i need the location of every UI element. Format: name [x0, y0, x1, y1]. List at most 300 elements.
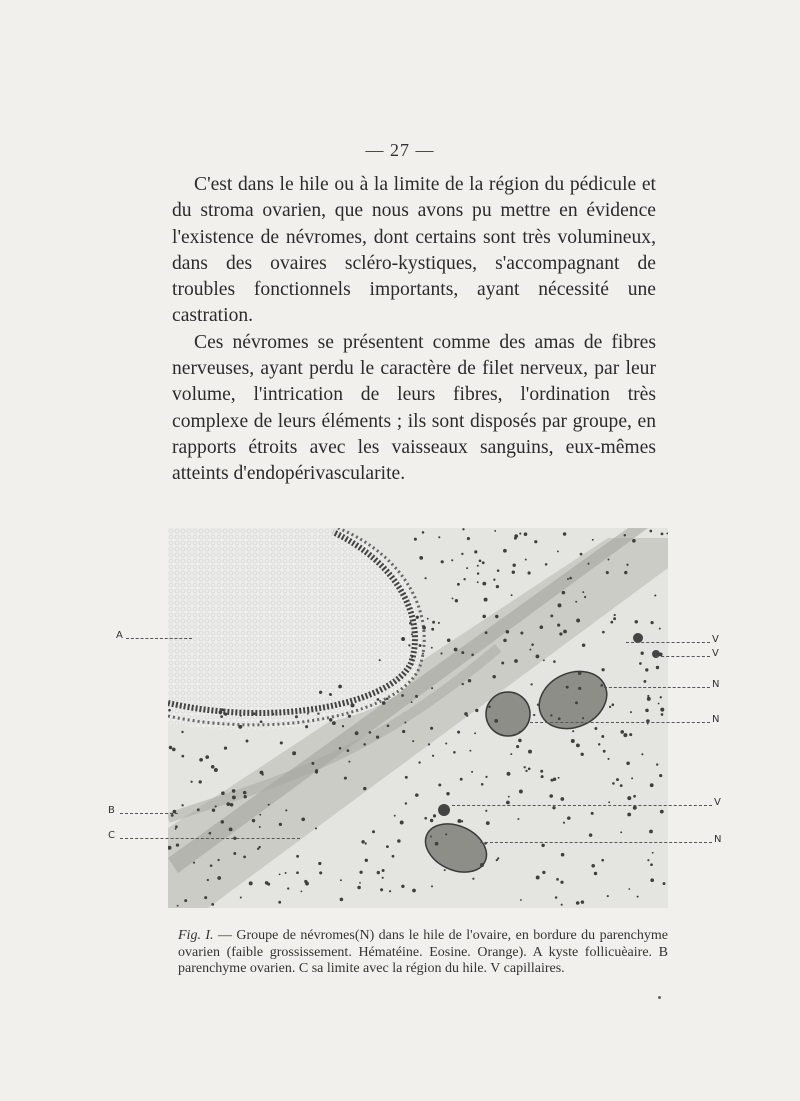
- nucleus: [469, 750, 471, 752]
- nucleus: [563, 822, 565, 824]
- nucleus: [557, 550, 559, 552]
- nucleus: [386, 845, 389, 848]
- neuroma-1: [486, 692, 530, 736]
- figure-label-n2: N: [712, 714, 720, 725]
- nucleus: [524, 766, 526, 768]
- nucleus: [506, 801, 510, 805]
- nucleus: [172, 748, 176, 752]
- nucleus: [268, 804, 270, 806]
- nucleus: [481, 783, 484, 786]
- nucleus: [576, 743, 580, 747]
- nucleus: [468, 679, 471, 682]
- nucleus: [497, 569, 500, 572]
- nucleus: [400, 821, 404, 825]
- nucleus: [424, 817, 427, 820]
- nucleus: [319, 871, 322, 874]
- nucleus: [471, 654, 474, 657]
- nucleus: [519, 533, 521, 535]
- nucleus: [318, 862, 321, 865]
- leader-line: [452, 805, 712, 806]
- nucleus: [656, 763, 658, 765]
- nucleus: [205, 755, 209, 759]
- nucleus: [296, 855, 299, 858]
- nucleus: [616, 778, 619, 781]
- nucleus: [477, 565, 479, 567]
- nucleus: [471, 771, 473, 773]
- nucleus: [520, 631, 523, 634]
- figure-label-v2: V: [712, 648, 719, 659]
- nucleus: [486, 821, 490, 825]
- nucleus: [319, 691, 322, 694]
- nucleus: [209, 832, 212, 835]
- nucleus: [543, 659, 545, 661]
- nucleus: [329, 718, 332, 721]
- nucleus: [249, 881, 253, 885]
- nucleus: [430, 727, 433, 730]
- nucleus: [307, 713, 309, 715]
- nucleus: [581, 753, 584, 756]
- nucleus: [415, 793, 419, 797]
- nucleus: [220, 715, 223, 718]
- nucleus: [620, 784, 623, 787]
- nucleus: [175, 828, 177, 830]
- nucleus: [654, 594, 656, 596]
- nucleus: [440, 652, 442, 654]
- nucleus: [530, 683, 532, 685]
- nucleus: [608, 559, 610, 561]
- nucleus: [389, 890, 391, 892]
- nucleus: [488, 706, 491, 709]
- nucleus: [540, 770, 543, 773]
- nucleus: [433, 814, 436, 817]
- nucleus: [503, 549, 507, 553]
- nucleus: [639, 662, 642, 665]
- nucleus: [422, 653, 424, 655]
- nucleus: [438, 622, 440, 624]
- nucleus: [272, 713, 274, 715]
- nucleus: [431, 628, 434, 631]
- nucleus: [365, 842, 367, 844]
- nucleus: [661, 532, 664, 535]
- nucleus: [534, 540, 537, 543]
- nucleus: [217, 859, 219, 861]
- nucleus: [601, 668, 604, 671]
- nucleus: [181, 755, 184, 758]
- nucleus: [647, 859, 649, 861]
- nucleus: [528, 750, 532, 754]
- nucleus: [576, 619, 580, 623]
- body-text: [172, 172, 656, 488]
- nucleus: [641, 652, 644, 655]
- histology-illustration: [168, 528, 668, 908]
- nucleus: [513, 564, 516, 567]
- nucleus: [461, 820, 463, 822]
- nucleus: [412, 889, 416, 893]
- nucleus: [401, 637, 405, 641]
- nucleus: [414, 538, 417, 541]
- leader-line: [480, 842, 712, 843]
- nucleus: [221, 791, 225, 795]
- nucleus: [409, 622, 412, 625]
- nucleus: [238, 725, 242, 729]
- paragraph-1: C'est dans le hile ou à la limite de la région du pédicule et du stroma ovarien, que nous avons pu mettre en évidence l'existence de névromes, dont certains sont très volumineux, dans des ovaires scléro-kystiques, s'accompagnant de troubles fonctionnels importants, ayant nécessité une castration.: [172, 174, 656, 327]
- nucleus: [411, 633, 413, 635]
- nucleus: [581, 900, 584, 903]
- nucleus: [355, 731, 359, 735]
- nucleus: [259, 826, 261, 828]
- nucleus: [482, 582, 486, 586]
- nucleus: [377, 871, 380, 874]
- nucleus: [292, 751, 296, 755]
- nucleus: [637, 896, 639, 898]
- nucleus: [419, 644, 422, 647]
- nucleus: [376, 735, 379, 738]
- nucleus: [512, 570, 515, 573]
- nucleus: [305, 882, 309, 886]
- nucleus: [508, 796, 510, 798]
- nucleus: [567, 816, 571, 820]
- nucleus: [647, 695, 649, 697]
- nucleus: [627, 796, 631, 800]
- nucleus: [342, 725, 344, 727]
- nucleus: [230, 803, 234, 807]
- nucleus: [431, 687, 433, 689]
- nucleus: [650, 863, 653, 866]
- nucleus: [584, 596, 586, 598]
- nucleus: [652, 852, 654, 854]
- nucleus: [432, 755, 434, 757]
- nucleus: [392, 855, 395, 858]
- nucleus: [454, 648, 458, 652]
- figure-label-c: C: [108, 830, 115, 841]
- nucleus: [422, 531, 425, 534]
- nucleus: [635, 620, 638, 623]
- nucleus: [485, 631, 488, 634]
- nucleus: [533, 714, 535, 716]
- nucleus: [624, 571, 627, 574]
- nucleus: [287, 887, 289, 889]
- nucleus: [558, 717, 561, 720]
- nucleus: [279, 874, 281, 876]
- nucleus: [397, 839, 401, 843]
- nucleus: [379, 659, 381, 661]
- nucleus: [645, 668, 648, 671]
- nucleus: [296, 871, 299, 874]
- nucleus: [614, 614, 616, 616]
- nucleus: [386, 697, 389, 700]
- paragraph-2: Ces névromes se présentent comme des amas de fibres nerveuses, ayant perdu le caractère de filet nerveux, par leur volume, l'intrication de leurs fibres, l'ordination très complexe de leurs éléments ; ils sont disposés par groupe, en rapports étroits avec les vaisseaux sanguins, eux-mêmes atteints d'endopérivascularite.: [172, 331, 656, 485]
- nucleus: [575, 601, 577, 603]
- leader-line: [530, 722, 710, 723]
- nucleus: [232, 795, 236, 799]
- nucleus: [219, 710, 223, 714]
- nucleus: [210, 864, 213, 867]
- nucleus: [253, 712, 256, 715]
- nucleus: [649, 830, 653, 834]
- nucleus: [525, 770, 527, 772]
- nucleus: [582, 717, 584, 719]
- nucleus: [561, 904, 563, 906]
- nucleus: [566, 686, 569, 689]
- nucleus: [467, 537, 470, 540]
- nucleus: [485, 810, 487, 812]
- nucleus: [176, 843, 179, 846]
- nucleus: [594, 872, 597, 875]
- leader-line: [656, 656, 710, 657]
- nucleus: [340, 879, 342, 881]
- nucleus: [224, 746, 227, 749]
- nucleus: [514, 659, 518, 663]
- nucleus: [598, 743, 600, 745]
- nucleus: [578, 672, 582, 676]
- nucleus: [193, 862, 195, 864]
- nucleus: [416, 616, 419, 619]
- nucleus: [415, 695, 418, 698]
- nucleus: [528, 571, 531, 574]
- nucleus: [501, 662, 504, 665]
- leader-line: [120, 838, 300, 839]
- nucleus: [535, 654, 539, 658]
- nucleus: [435, 842, 439, 846]
- figure-label-v3: V: [714, 797, 721, 808]
- nucleus: [623, 733, 627, 737]
- nucleus: [609, 706, 611, 708]
- nucleus: [541, 775, 544, 778]
- nucleus: [552, 779, 554, 781]
- nucleus: [493, 579, 495, 581]
- nucleus: [408, 644, 410, 646]
- nucleus: [171, 814, 174, 817]
- nucleus: [457, 583, 460, 586]
- nucleus: [632, 539, 636, 543]
- nucleus: [514, 537, 517, 540]
- nucleus: [380, 888, 383, 891]
- nucleus: [461, 651, 464, 654]
- nucleus: [511, 594, 513, 596]
- nucleus: [559, 632, 562, 635]
- nucleus: [382, 877, 384, 879]
- nucleus: [348, 761, 350, 763]
- nucleus: [541, 844, 544, 847]
- nucleus: [582, 644, 585, 647]
- nucleus: [552, 806, 555, 809]
- nucleus: [517, 818, 519, 820]
- nucleus: [550, 714, 552, 716]
- nucleus: [484, 598, 488, 602]
- nucleus: [576, 901, 580, 905]
- page-number: — 27 —: [365, 140, 435, 160]
- nucleus: [601, 859, 604, 862]
- nucleus: [601, 735, 604, 738]
- nucleus: [387, 724, 390, 727]
- nucleus: [418, 761, 420, 763]
- nucleus: [624, 534, 626, 536]
- nucleus: [405, 776, 408, 779]
- nucleus: [629, 733, 632, 736]
- nucleus: [553, 660, 556, 663]
- nucleus: [472, 878, 474, 880]
- nucleus: [445, 742, 447, 744]
- nucleus: [660, 696, 662, 698]
- nucleus: [591, 864, 595, 868]
- nucleus: [221, 708, 224, 711]
- nucleus: [211, 765, 215, 769]
- nucleus: [477, 572, 479, 574]
- nucleus: [344, 777, 347, 780]
- nucleus: [562, 591, 566, 595]
- nucleus: [641, 753, 643, 755]
- nucleus: [557, 624, 560, 627]
- nucleus: [457, 819, 461, 823]
- nucleus: [430, 836, 432, 838]
- figure-label-b: B: [108, 805, 115, 816]
- nucleus: [659, 628, 661, 630]
- nucleus: [215, 805, 217, 807]
- nucleus: [647, 697, 651, 701]
- nucleus: [430, 819, 433, 822]
- nucleus: [432, 621, 435, 624]
- nucleus: [633, 806, 637, 810]
- nucleus: [528, 767, 531, 770]
- nucleus: [660, 810, 664, 814]
- nucleus: [540, 625, 544, 629]
- leader-line: [604, 687, 710, 688]
- nucleus: [603, 750, 606, 753]
- nucleus: [516, 745, 519, 748]
- nucleus: [361, 840, 364, 843]
- nucleus: [627, 813, 631, 817]
- nucleus: [461, 683, 463, 685]
- nucleus: [404, 722, 406, 724]
- leader-line: [120, 813, 178, 814]
- nucleus: [377, 698, 380, 701]
- follicular-cyst: [168, 528, 421, 730]
- nucleus: [422, 626, 424, 628]
- nucleus: [542, 871, 545, 874]
- nucleus: [567, 578, 569, 580]
- nucleus: [591, 812, 594, 815]
- nucleus: [401, 885, 404, 888]
- nucleus: [305, 725, 308, 728]
- nucleus: [650, 783, 654, 787]
- nucleus: [252, 819, 255, 822]
- nucleus: [301, 817, 305, 821]
- nucleus: [626, 564, 628, 566]
- nucleus: [363, 743, 366, 746]
- nucleus: [600, 684, 603, 687]
- nucleus: [359, 882, 361, 884]
- nucleus: [495, 615, 498, 618]
- nucleus: [221, 820, 225, 824]
- nucleus: [649, 530, 652, 533]
- nucleus: [607, 895, 609, 897]
- nucleus: [519, 790, 523, 794]
- nucleus: [405, 802, 407, 804]
- nucleus: [464, 712, 468, 716]
- nucleus: [217, 876, 221, 880]
- nucleus: [529, 649, 531, 651]
- nucleus: [461, 553, 463, 555]
- nucleus: [411, 701, 413, 703]
- nucleus: [243, 856, 246, 859]
- nucleus: [572, 730, 574, 732]
- nucleus: [224, 712, 227, 715]
- nucleus: [446, 792, 449, 795]
- nucleus: [569, 577, 572, 580]
- nucleus: [549, 794, 553, 798]
- nucleus: [339, 747, 342, 750]
- nucleus: [351, 703, 355, 707]
- figure-label-n3: N: [714, 834, 722, 845]
- nucleus: [257, 848, 259, 850]
- nucleus: [402, 730, 405, 733]
- nucleus: [175, 825, 178, 828]
- nucleus: [317, 712, 319, 714]
- nucleus: [372, 830, 375, 833]
- nucleus: [204, 896, 207, 899]
- nucleus: [620, 831, 622, 833]
- nucleus: [630, 711, 632, 713]
- nucleus: [259, 814, 261, 816]
- nucleus: [207, 879, 209, 881]
- nucleus: [431, 647, 433, 649]
- nucleus: [519, 731, 521, 733]
- nucleus: [606, 571, 609, 574]
- nucleus: [340, 898, 344, 902]
- nucleus: [359, 871, 362, 874]
- nucleus: [589, 833, 593, 837]
- nucleus: [466, 567, 468, 569]
- nucleus: [240, 715, 242, 717]
- nucleus: [645, 709, 649, 713]
- nucleus: [226, 802, 230, 806]
- nucleus: [184, 899, 187, 902]
- nucleus: [474, 550, 477, 553]
- nucleus: [444, 869, 446, 871]
- nucleus: [563, 532, 567, 536]
- nucleus: [447, 639, 451, 643]
- nucleus: [525, 559, 527, 561]
- nucleus: [267, 883, 270, 886]
- nucleus: [315, 769, 318, 772]
- nucleus: [663, 882, 666, 885]
- nucleus: [401, 694, 404, 697]
- figure-caption-prefix: Fig. I.: [178, 928, 214, 943]
- nucleus: [394, 815, 396, 817]
- nucleus: [240, 897, 242, 899]
- nucleus: [181, 731, 183, 733]
- nucleus: [594, 727, 597, 730]
- nucleus: [496, 585, 499, 588]
- nucleus: [285, 809, 287, 811]
- nucleus: [243, 791, 247, 795]
- nucleus: [628, 888, 630, 890]
- nucleus: [295, 715, 298, 718]
- nucleus: [285, 872, 287, 874]
- figure-label-a: A: [116, 630, 123, 641]
- nucleus: [329, 693, 332, 696]
- histology-figure: [168, 528, 668, 908]
- nucleus: [382, 869, 385, 872]
- nucleus: [229, 828, 233, 832]
- nucleus: [197, 808, 200, 811]
- nucleus: [190, 781, 192, 783]
- nucleus: [602, 631, 605, 634]
- nucleus: [363, 787, 366, 790]
- nucleus: [457, 731, 460, 734]
- nucleus: [575, 701, 578, 704]
- nucleus: [650, 621, 653, 624]
